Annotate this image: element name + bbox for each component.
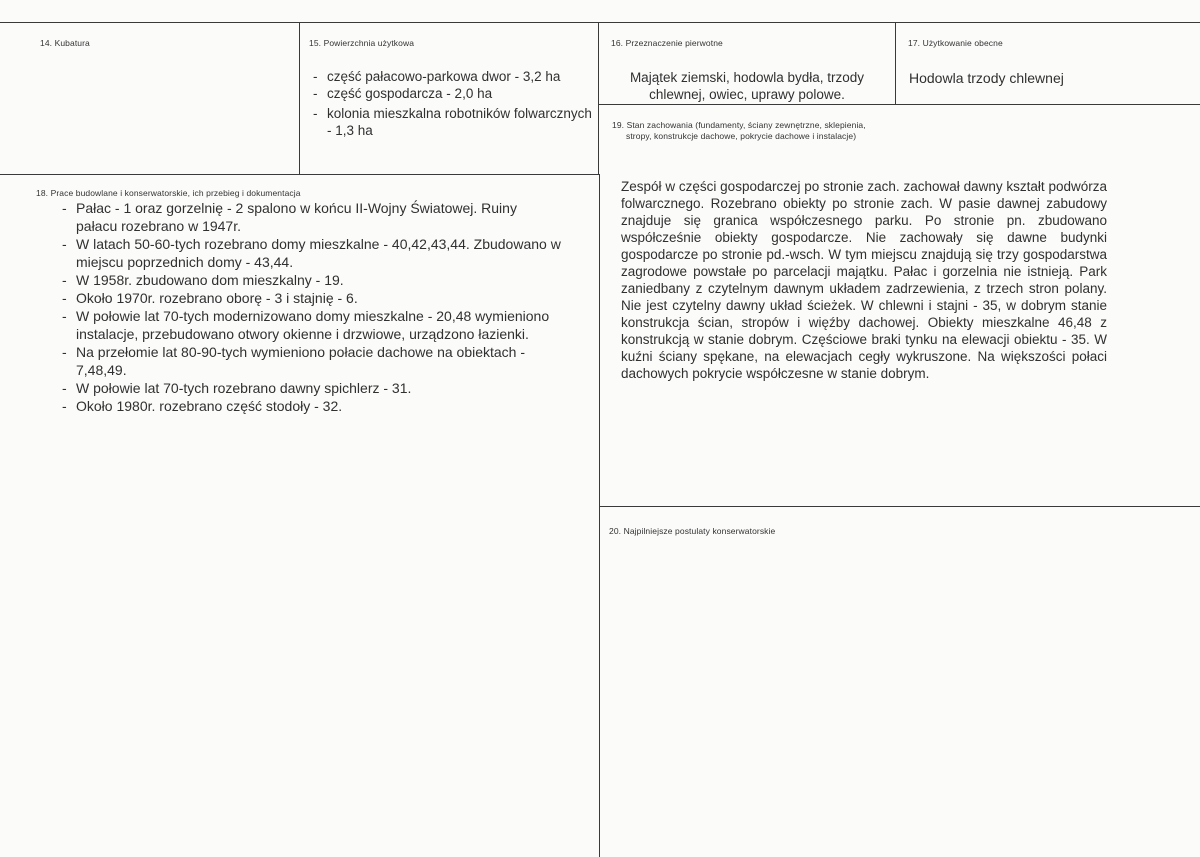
section-19-text: Zespół w części gospodarczej po stronie zach. zachował dawny kształt podwórza folwarcznego. Rozebrano obiekty po stronie zach. W pasie dawnej zabudowy znajduje się granica współczesnego parku. Po stronie pn. zbudowano współcześnie obiekty gospodarcze. Nie zachowały się dawne budynki gospodarcze po stronie pd.-wsch. W tym miejscu znajdują się trzy gospodarstwa zagrodowe powstałe po parcelacji majątku. Pałac i gorzelnia nie istnieją. Park zaniedbany z czytelnym dawnym układem zadrzewienia, z trzech stron polany. Nie jest czytelny dawny układ ścieżek. W chlewni i stajni - 35, w dobrym stanie konstrukcja ścian, stropów i więźby dachowej. Obiekty mieszkalne 46,48 z konstrukcją w stanie dobrym. Częściowe braki tynku na elewacji obiektu - 35. W kuźni ściany spękane, na elewacjach cegły wykruszone. Na większości połaci dachowych pokrycie współczesne w stanie dobrym. (621, 179, 1107, 381)
divider-center-vertical (599, 174, 600, 857)
list-item: - część pałacowo-parkowa dwor - 3,2 ha (313, 68, 593, 85)
list-item: - Na przełomie lat 80-90-tych wymieniono połacie dachowe na obiektach - 7,48,49. (62, 343, 562, 379)
list-item: - W połowie lat 70-tych rozebrano dawny spichlerz - 31. (62, 379, 562, 397)
list-item: - część gospodarcza - 2,0 ha (313, 85, 593, 102)
divider-16-19 (598, 104, 1200, 105)
section-16-text: Majątek ziemski, hodowla bydła, trzody chlewnej, owiec, uprawy polowe. (629, 70, 865, 102)
top-border (0, 22, 1200, 23)
list-item: - kolonia mieszkalna robotników folwarcznych - 1,3 ha (313, 105, 593, 139)
list-item: - Około 1980r. rozebrano część stodoły - 32. (62, 397, 562, 415)
section-15-list (313, 68, 593, 139)
divider-16-17 (895, 22, 896, 104)
divider-19-20 (599, 506, 1200, 507)
divider-top-bottom-left (0, 174, 599, 175)
list-item: - Pałac - 1 oraz gorzelnię - 2 spalono w końcu II-Wojny Światowej. Ruiny pałacu rozebrano w 1947r. (62, 199, 562, 235)
section-18-label: 18. Prace budowlane i konserwatorskie, ich przebieg i dokumentacja (36, 188, 301, 198)
section-17-label: 17. Użytkowanie obecne (908, 38, 1003, 48)
section-16-label: 16. Przeznaczenie pierwotne (611, 38, 723, 48)
list-item: - Około 1970r. rozebrano oborę - 3 i stajnię - 6. (62, 289, 562, 307)
section-17-text: Hodowla trzody chlewnej (909, 70, 1064, 86)
section-19-label-line1: 19. Stan zachowania (fundamenty, ściany zewnętrzne, sklepienia, (612, 120, 866, 130)
list-item: - W połowie lat 70-tych modernizowano domy mieszkalne - 20,48 wymieniono instalacje, przebudowano otwory okienne i drzwiowe, urządzono łazienki. (62, 307, 562, 343)
list-item: - W 1958r. zbudowano dom mieszkalny - 19. (62, 271, 562, 289)
list-item: - W latach 50-60-tych rozebrano domy mieszkalne - 40,42,43,44. Zbudowano w miejscu poprzednich domy - 43,44. (62, 235, 562, 271)
section-18-list (62, 199, 562, 415)
section-14-label: 14. Kubatura (40, 38, 90, 48)
divider-14-15 (299, 22, 300, 174)
section-19-label-line2: stropy, konstrukcje dachowe, pokrycie dachowe i instalacje) (626, 131, 857, 141)
divider-15-16 (598, 22, 599, 174)
section-15-label: 15. Powierzchnia użytkowa (309, 38, 415, 48)
section-20-label: 20. Najpilniejsze postulaty konserwatorskie (609, 526, 776, 536)
